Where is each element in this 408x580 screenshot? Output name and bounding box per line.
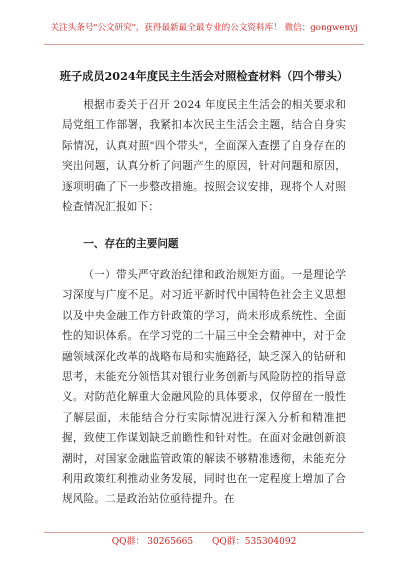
paragraph-political-discipline: （一）带头严守政治纪律和政治规矩方面。一是理论学习深度与广度不足。对习近平新时代中国特色社会主义思想以及中央金融工作方针政策的学习，尚未形成系统性、全面性的知识体系。在学习党的二十届三中全会精神中，对于金融领域深化改革的战略布局和实施路径，缺乏深入的钻研和思考，未能充分领悟其对银行业务创新与风险防控的指导意义。对防范化解重大金融风险的具体要求，仅停留在一般性了解层面，未能结合分行实际情况进行深入分析和精准把握，致使工作谋划缺乏前瞻性和针对性。在面对金融创新浪潮时，对国家金融监管政策的解读不够精准透彻，未能充分利用政策红利推动业务发展，同时也在一定程度上增加了合规风险。二是政治站位亟待提升。在: [62, 269, 346, 506]
document-title: 班子成员2024年度民主生活会对照检查材料（四个带头）: [59, 69, 349, 83]
header-divider: [44, 44, 364, 45]
header-banner: 关注头条号"公文研究"，获得最新最全最专业的公文资料库！ 微信：gongwenyj: [50, 23, 358, 33]
intro-paragraph: 根据市委关于召开 2024 年度民主生活会的相关要求和局党组工作部署，我紧扣本次民主生活会主题，结合自身实际情况，认真对照"四个带头"，全面深入查摆了自身存在的突出问题，认真分析了问题产生的原因，针对问题和原因，逐项明确了下一步整改措施。按照会议安排，现将个人对照检查情况汇报如下：: [62, 99, 346, 214]
footer-divider: [44, 532, 364, 533]
section-heading-problems: 一、存在的主要问题: [83, 238, 179, 250]
footer-qq-group-2: QQ群：535304092: [212, 537, 297, 547]
footer: [0, 536, 408, 549]
footer-qq-group-1: QQ群： 30265665: [111, 537, 194, 547]
